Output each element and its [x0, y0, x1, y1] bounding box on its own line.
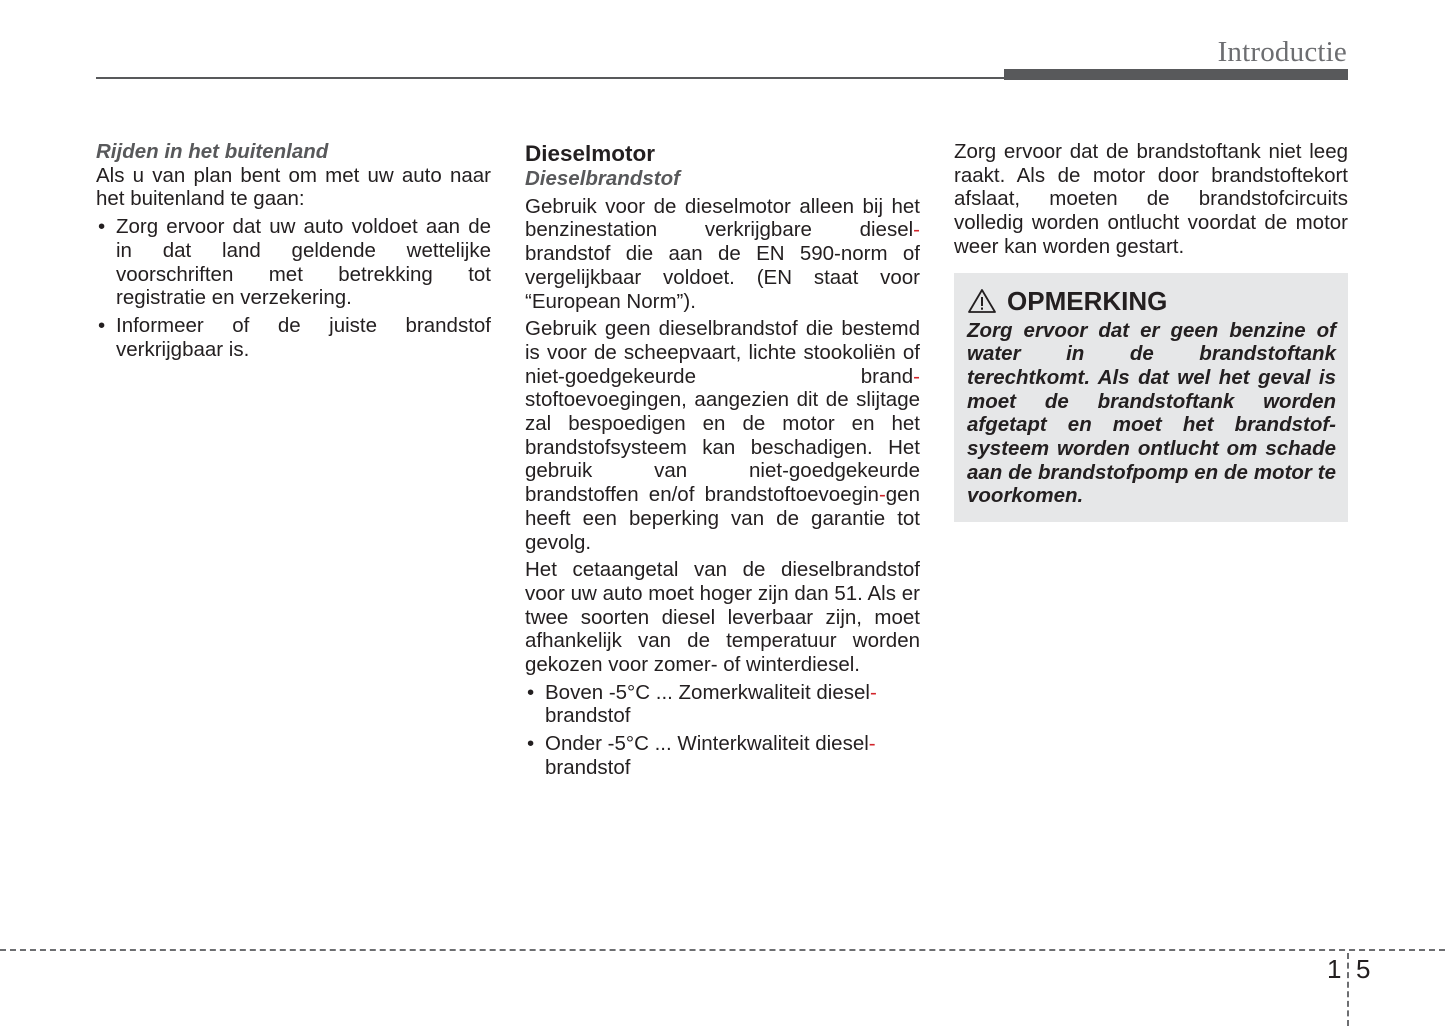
page-header-title: Introductie	[1217, 36, 1347, 68]
paragraph: Gebruik geen dieselbrandstof die bestemd is voor de scheepvaart, lichte stookoliën of niet-goedgekeurde brand-stoftoevoegingen, aangezien dit de slijtage zal bespoedigen en de motor en het brandstofsysteem kan beschadigen. Het gebruik van niet-goedgekeurde brandstoffen en/of brandstoftoevoegin-gen heeft een beperking van de garantie tot gevolg.	[525, 317, 920, 554]
section-subheading: Dieselbrandstof	[525, 167, 680, 190]
header-bar	[1004, 69, 1348, 80]
list-item: • Onder -5°C ... Winterkwaliteit diesel- brandstof	[525, 732, 920, 779]
header-rule	[96, 77, 1004, 79]
paragraph: Gebruik voor de dieselmotor alleen bij het benzinestation verkrijgbare diesel-brandstof die aan de EN 590-norm of vergelijkbaar voldoet. (EN staat voor “European Norm”).	[525, 194, 920, 313]
footer-divider	[1347, 953, 1349, 1026]
warning-triangle-icon	[967, 288, 997, 314]
column-left	[96, 140, 491, 365]
footer-rule	[0, 949, 1445, 951]
note-box	[954, 273, 1348, 523]
list-item: • Zorg ervoor dat uw auto voldoet aan de in dat land geldende wettelijke voorschriften met betrekking tot registratie en verzekering.	[96, 215, 491, 310]
section-subheading: Rijden in het buitenland	[96, 140, 329, 163]
paragraph: Het cetaangetal van de dieselbrandstof voor uw auto moet hoger zijn dan 51. Als er twee soorten diesel leverbaar zijn, moet afhankelijk van de temperatuur worden gekozen voor zomer- of winterdiesel.	[525, 558, 920, 677]
list-item: • Boven -5°C ... Zomerkwaliteit diesel- brandstof	[525, 681, 920, 728]
column-right	[954, 140, 1348, 522]
bullet-list	[525, 681, 920, 780]
chapter-number: 1	[1327, 954, 1342, 984]
note-title: OPMERKING	[1007, 285, 1168, 316]
paragraph: Als u van plan bent om met uw auto naar het buitenland te gaan:	[96, 163, 491, 211]
paragraph: Zorg ervoor dat de brandstoftank niet leeg raakt. Als de motor door brandstoftekort afslaat, moeten de brandstofcircuits volledig worden ontlucht voordat de motor weer kan worden gestart.	[954, 140, 1348, 258]
bullet-list	[96, 215, 491, 361]
note-header	[967, 285, 1336, 317]
page-number: 5	[1356, 954, 1371, 984]
note-body: Zorg ervoor dat er geen benzine of water in de brandstoftank terechtkomt. Als dat wel het geval is moet de brandstoftank worden afgetapt en moet het brandstof-systeem worden ontlucht om schade aan de brandstofpomp en de motor te voorkomen.	[967, 318, 1336, 508]
section-heading: Dieselmotor	[525, 141, 656, 166]
list-item: • Informeer of de juiste brandstof verkrijgbaar is.	[96, 314, 491, 361]
column-middle	[525, 140, 920, 784]
